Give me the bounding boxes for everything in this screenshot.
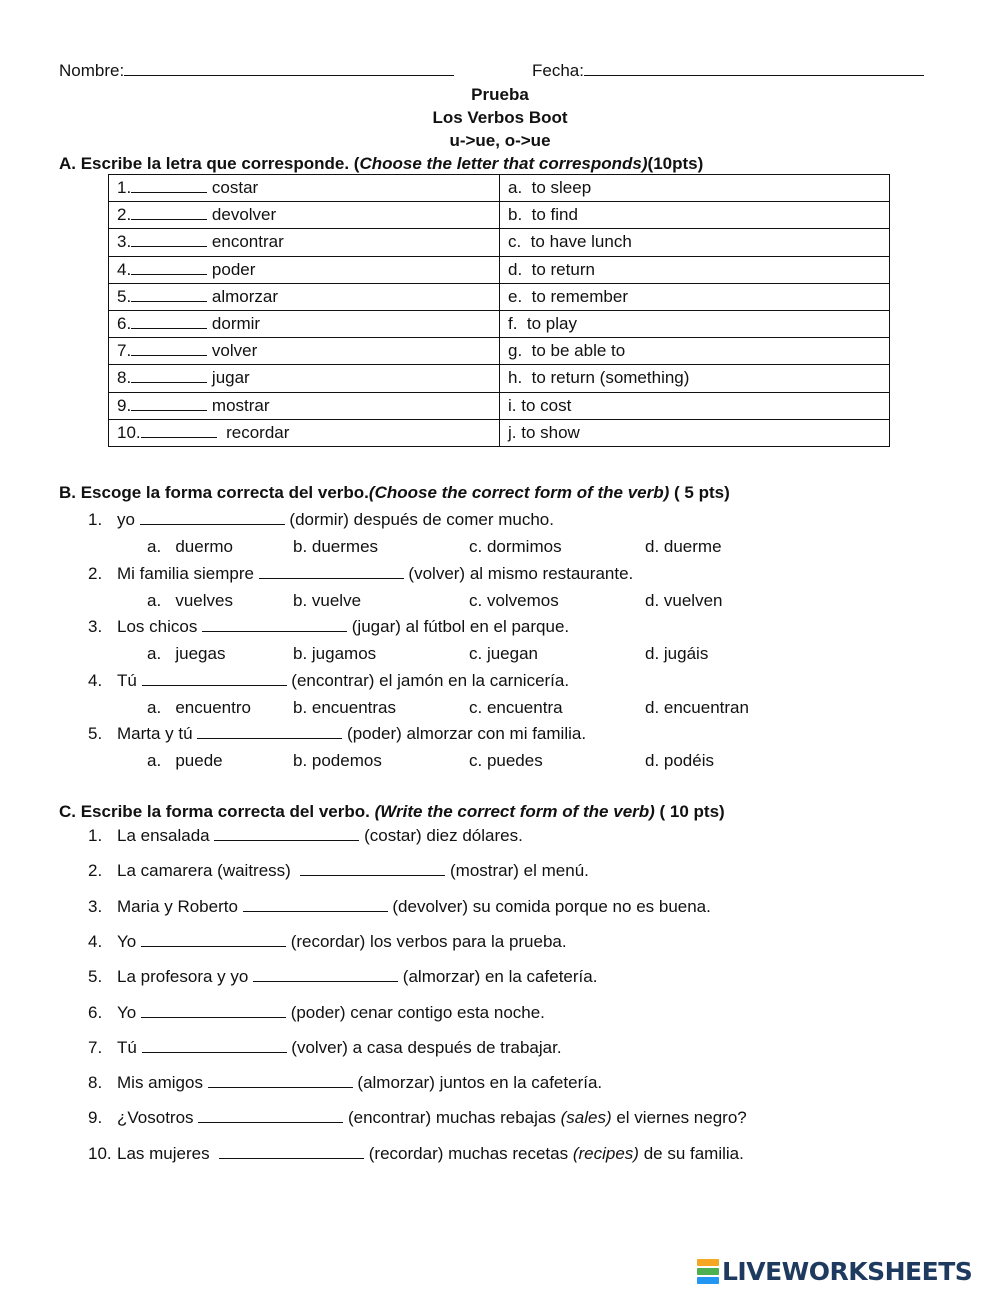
question-number: 1. bbox=[88, 826, 103, 845]
item-number: 1. bbox=[117, 178, 132, 198]
question-number: 1. bbox=[88, 510, 103, 529]
spanish-verb: almorzar bbox=[207, 286, 279, 306]
question-text-post: (almorzar) juntos en la cafetería. bbox=[352, 1073, 603, 1093]
letter-blank[interactable] bbox=[131, 205, 207, 220]
question-number: 4. bbox=[88, 670, 103, 690]
answer-options bbox=[0, 751, 1000, 773]
fill-in-question bbox=[88, 967, 597, 987]
fill-in-question bbox=[88, 1038, 562, 1058]
matching-verb-cell bbox=[109, 229, 500, 256]
nombre-label: Nombre: bbox=[59, 61, 125, 80]
answer-blank[interactable] bbox=[214, 826, 359, 841]
fecha-label: Fecha: bbox=[532, 61, 584, 80]
question-text-post: (encontrar) muchas rebajas bbox=[343, 1108, 561, 1128]
answer-blank[interactable] bbox=[141, 932, 286, 947]
matching-row bbox=[109, 392, 890, 419]
question-text-post: (costar) diez dólares. bbox=[359, 826, 523, 845]
answer-option[interactable]: b. vuelve bbox=[293, 590, 362, 610]
question-text-pre: Los chicos bbox=[117, 617, 203, 636]
question-text-post: (dormir) después de comer mucho. bbox=[284, 510, 554, 529]
answer-option[interactable]: d. vuelven bbox=[645, 590, 723, 610]
letter-blank[interactable] bbox=[131, 396, 207, 411]
answer-option[interactable]: a. vuelves bbox=[147, 590, 233, 610]
fill-in-question bbox=[88, 1073, 602, 1093]
answer-option[interactable]: c. encuentra bbox=[469, 697, 563, 717]
question-text-post: (recordar) muchas recetas bbox=[364, 1143, 573, 1163]
fill-in-question bbox=[88, 897, 711, 917]
question-text-post: (recordar) los verbos para la prueba. bbox=[285, 931, 567, 951]
logo-mark-icon bbox=[697, 1258, 719, 1285]
question-text-post: (devolver) su comida porque no es buena. bbox=[387, 896, 711, 916]
item-number: 4. bbox=[117, 259, 132, 279]
answer-option[interactable]: c. volvemos bbox=[469, 590, 559, 610]
matching-verb-cell bbox=[109, 175, 500, 202]
english-meaning: g. to be able to bbox=[500, 338, 890, 365]
item-number: 6. bbox=[117, 314, 132, 334]
spanish-verb: mostrar bbox=[207, 395, 270, 415]
matching-row bbox=[109, 229, 890, 256]
liveworksheets-logo bbox=[697, 1256, 972, 1286]
question-text-pre: Mis amigos bbox=[117, 1073, 208, 1093]
nombre-blank[interactable] bbox=[124, 61, 454, 76]
matching-row bbox=[109, 202, 890, 229]
matching-row bbox=[109, 419, 890, 446]
answer-blank[interactable] bbox=[259, 564, 404, 579]
item-number: 3. bbox=[117, 232, 132, 252]
matching-table bbox=[108, 174, 890, 447]
answer-blank[interactable] bbox=[243, 897, 388, 912]
answer-blank[interactable] bbox=[208, 1073, 353, 1088]
question-number: 9. bbox=[88, 1108, 103, 1128]
gloss-text: (sales) bbox=[560, 1108, 612, 1128]
question-number: 3. bbox=[88, 896, 103, 916]
english-meaning: b. to find bbox=[500, 202, 890, 229]
spanish-verb: dormir bbox=[207, 314, 261, 334]
multiple-choice-question bbox=[88, 724, 586, 744]
question-number: 3. bbox=[88, 617, 103, 636]
answer-blank[interactable] bbox=[219, 1144, 364, 1159]
spanish-verb: jugar bbox=[207, 368, 250, 388]
letter-blank[interactable] bbox=[131, 232, 207, 247]
spanish-verb: devolver bbox=[207, 205, 277, 225]
letter-blank[interactable] bbox=[131, 341, 207, 356]
item-number: 9. bbox=[117, 395, 132, 415]
answer-blank[interactable] bbox=[142, 1038, 287, 1053]
answer-option[interactable]: c. dormimos bbox=[469, 537, 562, 556]
answer-option[interactable]: d. jugáis bbox=[645, 644, 709, 663]
question-number: 4. bbox=[88, 931, 103, 951]
answer-blank[interactable] bbox=[253, 967, 398, 982]
logo-text: LIVEWORKSHEETS bbox=[722, 1256, 973, 1286]
matching-row bbox=[109, 175, 890, 202]
item-number: 5. bbox=[117, 286, 132, 306]
fecha-blank[interactable] bbox=[584, 61, 924, 76]
fill-in-question bbox=[88, 826, 523, 846]
multiple-choice-question bbox=[88, 564, 633, 584]
answer-blank[interactable] bbox=[300, 861, 445, 876]
page-title: Prueba bbox=[471, 85, 529, 104]
gloss-text: (recipes) bbox=[572, 1143, 639, 1163]
english-meaning: c. to have lunch bbox=[500, 229, 890, 256]
matching-verb-cell bbox=[109, 338, 500, 365]
question-number: 5. bbox=[88, 967, 103, 987]
question-text-post: (mostrar) el menú. bbox=[445, 861, 589, 881]
answer-option[interactable]: c. juegan bbox=[469, 644, 538, 663]
answer-option[interactable]: b. jugamos bbox=[293, 644, 377, 663]
spanish-verb: poder bbox=[207, 259, 256, 279]
matching-row bbox=[109, 310, 890, 337]
answer-options bbox=[0, 644, 1000, 666]
question-text-pre: Marta y tú bbox=[117, 724, 198, 743]
english-meaning: a. to sleep bbox=[500, 175, 890, 202]
question-text-post: (volver) al mismo restaurante. bbox=[403, 563, 634, 583]
question-text-pre: La camarera (waitress) bbox=[117, 861, 301, 881]
matching-verb-cell bbox=[109, 392, 500, 419]
matching-verb-cell bbox=[109, 202, 500, 229]
question-number: 5. bbox=[88, 724, 103, 743]
letter-blank[interactable] bbox=[131, 178, 207, 193]
nombre-field[interactable] bbox=[59, 61, 454, 81]
question-text-pre: La ensalada bbox=[117, 826, 215, 845]
question-number: 7. bbox=[88, 1037, 103, 1057]
fill-in-question bbox=[88, 1144, 744, 1164]
question-text-pre: Tú bbox=[117, 670, 142, 690]
matching-verb-cell bbox=[109, 256, 500, 283]
question-number: 10. bbox=[88, 1143, 112, 1163]
question-text-pre: Tú bbox=[117, 1037, 142, 1057]
spanish-verb: recordar bbox=[216, 422, 290, 442]
item-number: 7. bbox=[117, 341, 132, 361]
question-text-pre: Las mujeres bbox=[117, 1143, 220, 1163]
matching-verb-cell bbox=[109, 283, 500, 310]
page-subtitle: Los Verbos Boot bbox=[432, 108, 568, 127]
question-text-pre: yo bbox=[117, 510, 140, 529]
fill-in-question bbox=[88, 861, 589, 881]
section-a-heading: A. Escribe la letra que corresponde. (Choose the letter that corresponds)(10pts) bbox=[59, 154, 704, 173]
answer-blank[interactable] bbox=[141, 1003, 286, 1018]
english-meaning: e. to remember bbox=[500, 283, 890, 310]
fill-in-question bbox=[88, 1108, 747, 1128]
answer-option[interactable]: a. duermo bbox=[147, 537, 233, 556]
question-text-end: de su familia. bbox=[638, 1143, 744, 1163]
matching-verb-cell bbox=[109, 419, 500, 446]
answer-blank[interactable] bbox=[142, 671, 287, 686]
answer-blank[interactable] bbox=[197, 724, 342, 739]
logo-bar-3 bbox=[697, 1277, 719, 1284]
matching-verb-cell bbox=[109, 365, 500, 392]
multiple-choice-question bbox=[88, 617, 569, 637]
english-meaning: d. to return bbox=[500, 256, 890, 283]
question-number: 2. bbox=[88, 563, 103, 583]
question-number: 2. bbox=[88, 861, 103, 881]
fecha-field[interactable] bbox=[532, 61, 924, 81]
english-meaning: f. to play bbox=[500, 310, 890, 337]
answer-blank[interactable] bbox=[202, 617, 347, 632]
letter-blank[interactable] bbox=[131, 368, 207, 383]
answer-blank[interactable] bbox=[140, 510, 285, 525]
logo-bar-2 bbox=[697, 1268, 719, 1275]
section-b-heading: B. Escoge la forma correcta del verbo.(Choose the correct form of the verb) ( 5 pts) bbox=[59, 483, 730, 502]
question-number: 6. bbox=[88, 1002, 103, 1022]
english-meaning: h. to return (something) bbox=[500, 365, 890, 392]
question-text-post: (volver) a casa después de trabajar. bbox=[286, 1037, 562, 1057]
multiple-choice-question bbox=[88, 671, 569, 691]
answer-option[interactable]: a. encuentro bbox=[147, 697, 251, 717]
answer-option[interactable]: a. puede bbox=[147, 751, 223, 770]
letter-blank[interactable] bbox=[131, 314, 207, 329]
question-text-post: (poder) almorzar con mi familia. bbox=[342, 724, 587, 743]
letter-blank[interactable] bbox=[141, 423, 217, 438]
answer-option[interactable]: d. encuentran bbox=[645, 697, 749, 717]
answer-options bbox=[0, 698, 1000, 720]
matching-row bbox=[109, 256, 890, 283]
answer-option[interactable]: b. duermes bbox=[293, 537, 379, 556]
question-text-post: (almorzar) en la cafetería. bbox=[398, 967, 598, 987]
letter-blank[interactable] bbox=[131, 260, 207, 275]
answer-option[interactable]: b. encuentras bbox=[293, 697, 397, 717]
letter-blank[interactable] bbox=[131, 287, 207, 302]
spanish-verb: costar bbox=[207, 178, 259, 198]
answer-option[interactable]: c. puedes bbox=[469, 751, 543, 770]
spanish-verb: encontrar bbox=[207, 232, 284, 252]
answer-option[interactable]: a. juegas bbox=[147, 644, 226, 663]
question-text-pre: Maria y Roberto bbox=[117, 896, 243, 916]
matching-row bbox=[109, 283, 890, 310]
question-text-pre: ¿Vosotros bbox=[117, 1108, 199, 1128]
answer-options bbox=[0, 537, 1000, 559]
english-meaning: j. to show bbox=[500, 419, 890, 446]
fill-in-question bbox=[88, 1003, 545, 1023]
question-text-end: el viernes negro? bbox=[611, 1108, 747, 1128]
matching-verb-cell bbox=[109, 310, 500, 337]
matching-row bbox=[109, 365, 890, 392]
answer-option[interactable]: b. podemos bbox=[293, 751, 382, 770]
question-text-pre: Yo bbox=[117, 931, 141, 951]
answer-option[interactable]: d. duerme bbox=[645, 537, 722, 556]
logo-bar-1 bbox=[697, 1259, 719, 1266]
item-number: 8. bbox=[117, 368, 132, 388]
multiple-choice-question bbox=[88, 510, 554, 530]
question-text-pre: Yo bbox=[117, 1002, 141, 1022]
question-text-post: (poder) cenar contigo esta noche. bbox=[285, 1002, 545, 1022]
english-meaning: i. to cost bbox=[500, 392, 890, 419]
fill-in-question bbox=[88, 932, 567, 952]
matching-row bbox=[109, 338, 890, 365]
answer-blank[interactable] bbox=[198, 1108, 343, 1123]
page-subtitle-rule: u->ue, o->ue bbox=[449, 131, 551, 150]
item-number: 2. bbox=[117, 205, 132, 225]
question-number: 8. bbox=[88, 1073, 103, 1093]
question-text-pre: Mi familia siempre bbox=[117, 563, 259, 583]
item-number: 10. bbox=[117, 422, 141, 442]
question-text-post: (encontrar) el jamón en la carnicería. bbox=[286, 670, 570, 690]
spanish-verb: volver bbox=[207, 341, 258, 361]
question-text-post: (jugar) al fútbol en el parque. bbox=[347, 617, 570, 636]
answer-options bbox=[0, 591, 1000, 613]
answer-option[interactable]: d. podéis bbox=[645, 751, 714, 770]
question-text-pre: La profesora y yo bbox=[117, 967, 254, 987]
section-c-heading: C. Escribe la forma correcta del verbo. (Write the correct form of the verb) ( 10 pts) bbox=[59, 802, 725, 821]
